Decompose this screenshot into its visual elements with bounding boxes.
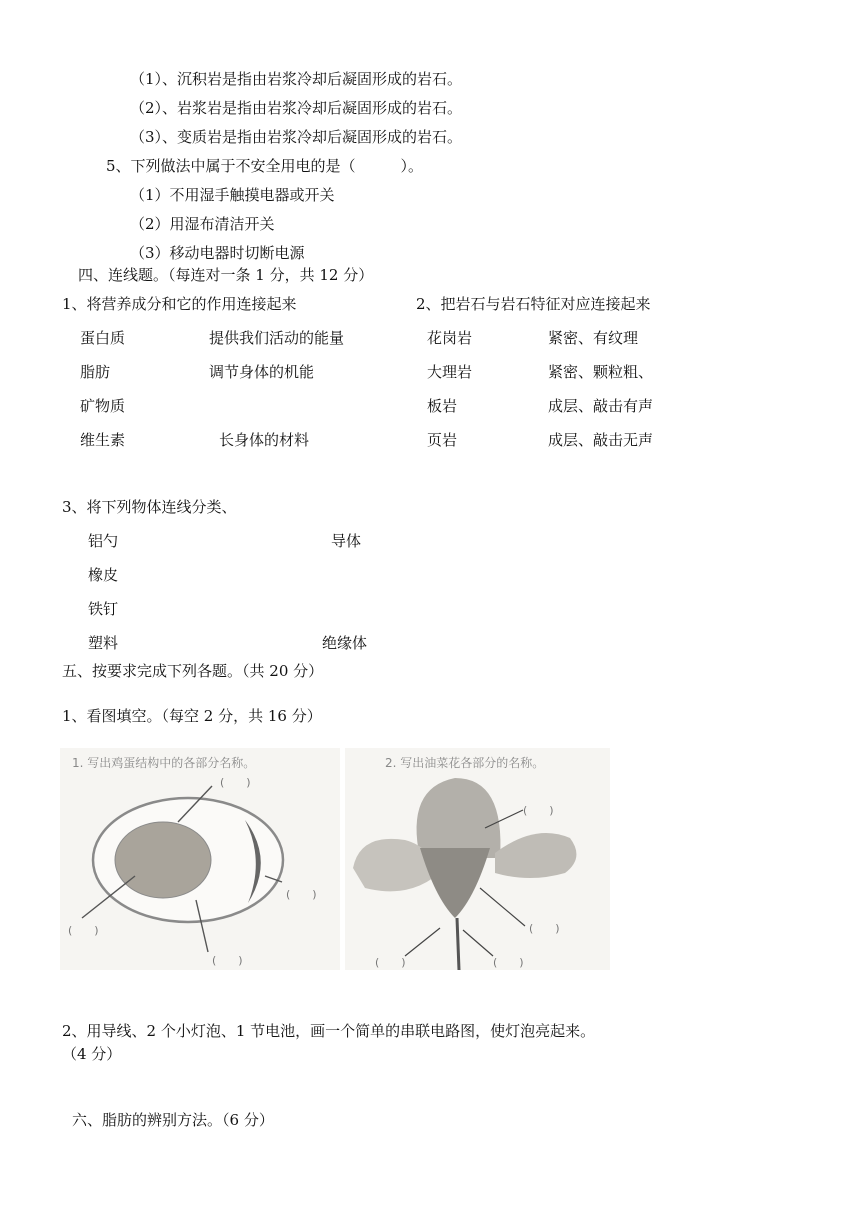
answer-blank[interactable]: ( ) bbox=[220, 776, 251, 789]
nutrient-item: 矿物质 bbox=[80, 397, 126, 415]
answer-blank[interactable]: ( ) bbox=[286, 888, 317, 901]
answer-blank[interactable]: ( ) bbox=[529, 922, 560, 935]
s5-q1-title: 1、看图填空。（每空 2 分，共 16 分） bbox=[62, 707, 322, 725]
function-item: 调节身体的机能 bbox=[209, 363, 315, 381]
section4-heading: 四、连线题。（每连对一条 1 分，共 12 分） bbox=[78, 266, 374, 284]
category-insulator: 绝缘体 bbox=[322, 634, 368, 652]
stamens-pistil bbox=[420, 848, 490, 918]
q5-option-3: （3）移动电器时切断电源 bbox=[130, 244, 305, 262]
rock-item: 板岩 bbox=[427, 397, 458, 415]
object-item: 铁钉 bbox=[88, 600, 119, 618]
object-item: 橡皮 bbox=[88, 566, 119, 584]
section5-heading: 五、按要求完成下列各题。（共 20 分） bbox=[62, 662, 324, 680]
nutrient-item: 蛋白质 bbox=[80, 329, 126, 347]
q5-option-2: （2）用湿布清洁开关 bbox=[130, 215, 275, 233]
rock-item: 大理岩 bbox=[427, 363, 473, 381]
egg-structure-figure bbox=[60, 748, 340, 970]
flower-figure-caption: 2. 写出油菜花各部分的名称。 bbox=[385, 756, 545, 770]
object-item: 塑料 bbox=[88, 634, 119, 652]
rock-item: 花岗岩 bbox=[427, 329, 473, 347]
pointer-line bbox=[405, 928, 440, 956]
function-item: 长身体的材料 bbox=[219, 431, 310, 449]
q5-question: 5、下列做法中属于不安全用电的是（ ）。 bbox=[106, 157, 424, 175]
section6-heading: 六、脂肪的辨别方法。（6 分） bbox=[72, 1111, 274, 1129]
answer-blank[interactable]: ( ) bbox=[523, 804, 554, 817]
function-item: 提供我们活动的能量 bbox=[209, 329, 345, 347]
s5-q2-line1: 2、用导线、2 个小灯泡、1 节电池，画一个简单的串联电路图，使灯泡亮起来。 bbox=[62, 1022, 596, 1040]
petal bbox=[495, 833, 576, 878]
q4-option-2: （2）、岩浆岩是指由岩浆冷却后凝固形成的岩石。 bbox=[130, 99, 463, 117]
nutrient-item: 维生素 bbox=[80, 431, 126, 449]
rock-item: 页岩 bbox=[427, 431, 458, 449]
pointer-line bbox=[480, 888, 525, 926]
egg-figure-caption: 1. 写出鸡蛋结构中的各部分名称。 bbox=[72, 756, 256, 770]
s4-q3-title: 3、将下列物体连线分类、 bbox=[62, 498, 237, 516]
q4-option-1: （1）、沉积岩是指由岩浆冷却后凝固形成的岩石。 bbox=[130, 70, 463, 88]
pointer-line bbox=[463, 930, 493, 956]
answer-blank[interactable]: ( ) bbox=[493, 956, 524, 969]
rock-feature: 成层、敲击无声 bbox=[548, 431, 654, 449]
rock-feature: 成层、敲击有声 bbox=[548, 397, 654, 415]
category-conductor: 导体 bbox=[331, 532, 362, 550]
rape-flower-figure bbox=[345, 748, 610, 970]
flower-stalk bbox=[457, 918, 459, 970]
egg-yolk bbox=[115, 822, 211, 898]
answer-blank[interactable]: ( ) bbox=[375, 956, 406, 969]
egg-diagram bbox=[60, 748, 340, 970]
flower-diagram bbox=[345, 748, 610, 970]
rock-feature: 紧密、颗粒粗、 bbox=[548, 363, 654, 381]
petal bbox=[417, 778, 501, 858]
q5-option-1: （1）不用湿手触摸电器或开关 bbox=[130, 186, 335, 204]
s5-q2-line2: （4 分） bbox=[62, 1045, 122, 1063]
s4-q2-title: 2、把岩石与岩石特征对应连接起来 bbox=[416, 295, 651, 313]
answer-blank[interactable]: ( ) bbox=[212, 954, 243, 967]
q4-option-3: （3）、变质岩是指由岩浆冷却后凝固形成的岩石。 bbox=[130, 128, 463, 146]
answer-blank[interactable]: ( ) bbox=[68, 924, 99, 937]
nutrient-item: 脂肪 bbox=[80, 363, 111, 381]
rock-feature: 紧密、有纹理 bbox=[548, 329, 639, 347]
s4-q1-title: 1、将营养成分和它的作用连接起来 bbox=[62, 295, 297, 313]
object-item: 铝勺 bbox=[88, 532, 119, 550]
